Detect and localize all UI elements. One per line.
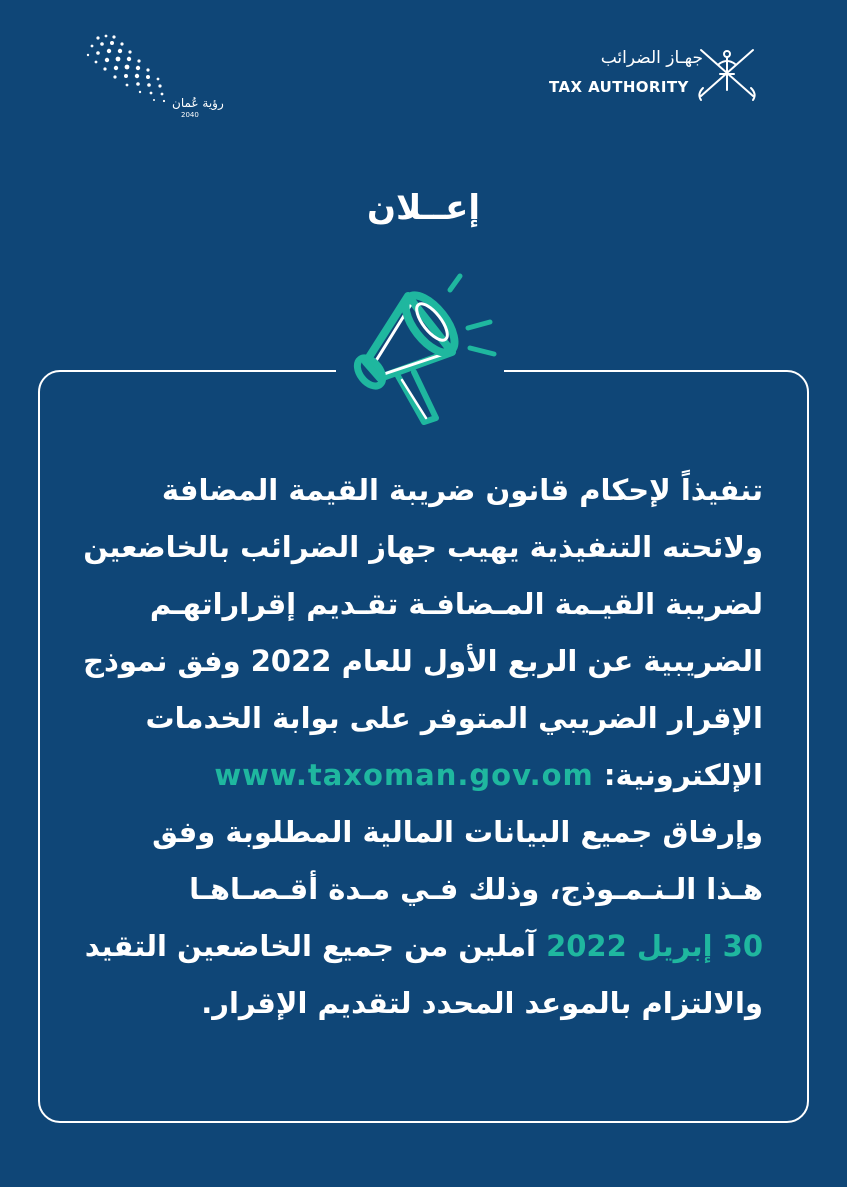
body-line: هـذا الـنـمـوذج، وذلك فـي مـدة أقـصـاهـا: [189, 872, 763, 906]
page-title: إعــلان: [367, 188, 480, 228]
vision-year: 2040: [181, 111, 199, 119]
body-line-with-link: [82, 747, 763, 804]
body-line-text: آملين من جميع الخاضعين التقيد: [84, 929, 536, 963]
body-line: الإقرار الضريبي المتوفر على بوابة الخدمات: [145, 701, 763, 735]
authority-name-arabic: جهـاز الضرائب: [600, 48, 703, 68]
body-line: ولائحته التنفيذية يهيب جهاز الضرائب بالخاضعين: [83, 530, 763, 564]
deadline-date: 30 إبريل 2022: [546, 929, 763, 963]
authority-name-english: TAX AUTHORITY: [549, 78, 689, 96]
body-line: الضريبية عن الربع الأول للعام 2022 وفق نموذج: [83, 644, 763, 678]
tax-authority-emblem-icon: [693, 44, 761, 102]
vision-label: رؤية عُمان: [172, 96, 224, 110]
oman-vision-2040-logo: [78, 28, 238, 128]
body-line: تنفيذاً لإحكام قانون ضريبة القيمة المضافة: [161, 473, 763, 507]
body-line-text: الإلكترونية:: [603, 758, 763, 792]
body-line: لضريبة القيـمة المـضافـة تقـديم إقراراتهـم: [149, 587, 763, 621]
announcement-body: [82, 462, 763, 1032]
body-line: وإرفاق جميع البيانات المالية المطلوبة وفق: [152, 815, 763, 849]
body-line: والالتزام بالموعد المحدد لتقديم الإقرار.: [201, 986, 763, 1020]
body-line-with-deadline: [82, 918, 763, 975]
website-link[interactable]: www.taxoman.gov.om: [214, 758, 594, 792]
megaphone-icon: [340, 272, 510, 436]
